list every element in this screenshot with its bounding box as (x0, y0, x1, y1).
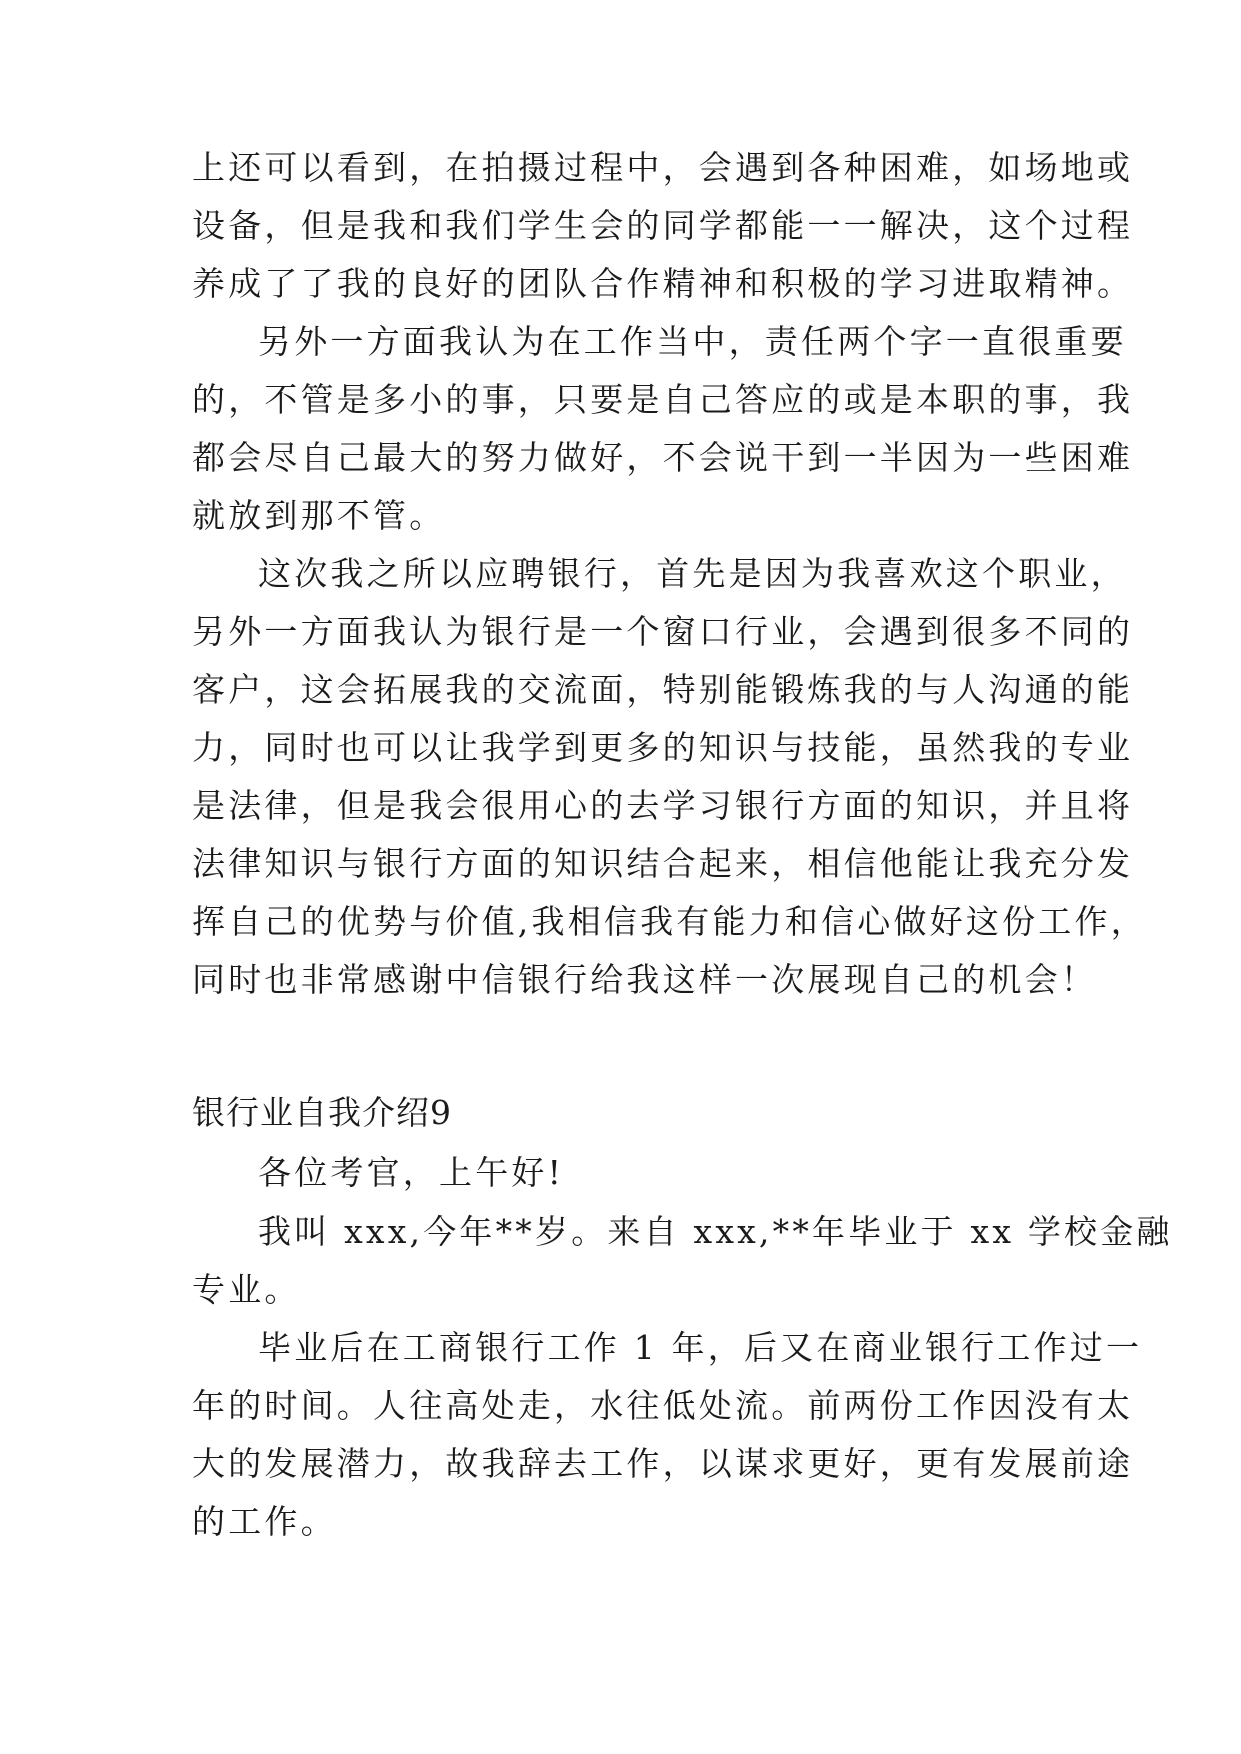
paragraph-line: 这次我之所以应聘银行，首先是因为我喜欢这个职业， (258, 554, 1127, 593)
paragraph-line: 是法律，但是我会很用心的去学习银行方面的知识，并且将 (192, 786, 1134, 825)
paragraph-line: 专业。 (192, 1270, 301, 1309)
paragraph-line: 我叫 xxx,今年**岁。来自 xxx,**年毕业于 xx 学校金融 (258, 1212, 1173, 1251)
paragraph-line: 的工作。 (192, 1502, 337, 1541)
paragraph-line: 另外一方面我认为在工作当中，责任两个字一直很重要 (258, 322, 1127, 361)
section-title: 银行业自我介绍9 (192, 1093, 452, 1132)
paragraph-line: 同时也非常感谢中信银行给我这样一次展现自己的机会！ (192, 960, 1097, 999)
paragraph-line: 上还可以看到，在拍摄过程中，会遇到各种困难，如场地或 (192, 148, 1134, 187)
paragraph-line: 设备，但是我和我们学生会的同学都能一一解决，这个过程 (192, 206, 1134, 245)
paragraph-line: 大的发展潜力，故我辞去工作，以谋求更好，更有发展前途 (192, 1444, 1134, 1483)
paragraph-line: 法律知识与银行方面的知识结合起来，相信他能让我充分发 (192, 844, 1134, 883)
paragraph-line: 毕业后在工商银行工作 1 年，后又在商业银行工作过一 (258, 1328, 1143, 1367)
paragraph-line: 的，不管是多小的事，只要是自己答应的或是本职的事，我 (192, 380, 1134, 419)
paragraph-line: 就放到那不管。 (192, 496, 446, 535)
paragraph-line: 客户，这会拓展我的交流面，特别能锻炼我的与人沟通的能 (192, 670, 1134, 709)
paragraph-line: 另外一方面我认为银行是一个窗口行业，会遇到很多不同的 (192, 612, 1134, 651)
paragraph-line: 都会尽自己最大的努力做好，不会说干到一半因为一些困难 (192, 438, 1134, 477)
paragraph-line: 各位考官，上午好! (258, 1153, 565, 1192)
paragraph-line: 力，同时也可以让我学到更多的知识与技能，虽然我的专业 (192, 728, 1134, 767)
paragraph-line: 年的时间。人往高处走，水往低处流。前两份工作因没有太 (192, 1386, 1134, 1425)
paragraph-line: 挥自己的优势与价值,我相信我有能力和信心做好这份工作， (192, 902, 1147, 941)
paragraph-line: 养成了了我的良好的团队合作精神和积极的学习进取精神。 (192, 264, 1134, 303)
